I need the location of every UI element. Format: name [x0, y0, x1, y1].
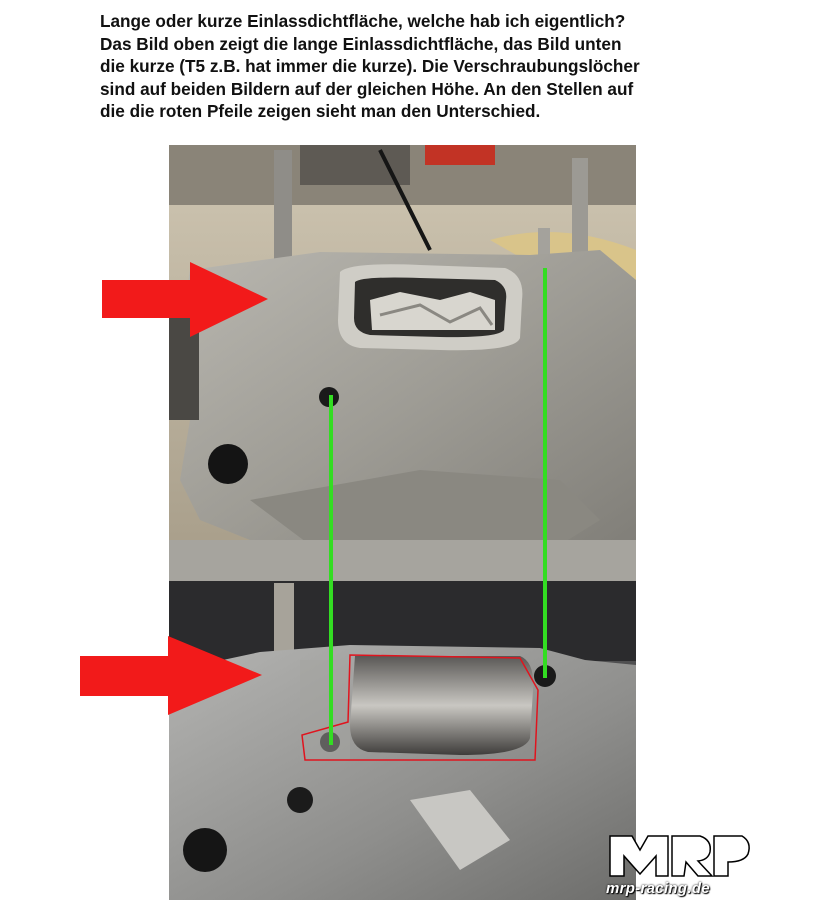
- caption-line-5: die die roten Pfeile zeigen sieht man den Unterschied.: [100, 101, 541, 122]
- caption-line-4: sind auf beiden Bildern auf der gleichen Höhe. An den Stellen auf: [100, 78, 634, 99]
- caption-line-3: die kurze (T5 z.B. hat immer die kurze). Die Verschraubungslöcher: [100, 56, 640, 77]
- watermark-url: mrp-racing.de: [606, 880, 710, 897]
- caption-line-1: Lange oder kurze Einlassdichtfläche, welche hab ich eigentlich?: [100, 11, 626, 31]
- bottom-photo-short-surface: [169, 581, 636, 900]
- caption-line-2: Das Bild oben zeigt die lange Einlassdichtfläche, das Bild unten: [100, 33, 622, 54]
- top-photo-long-surface: [169, 145, 636, 581]
